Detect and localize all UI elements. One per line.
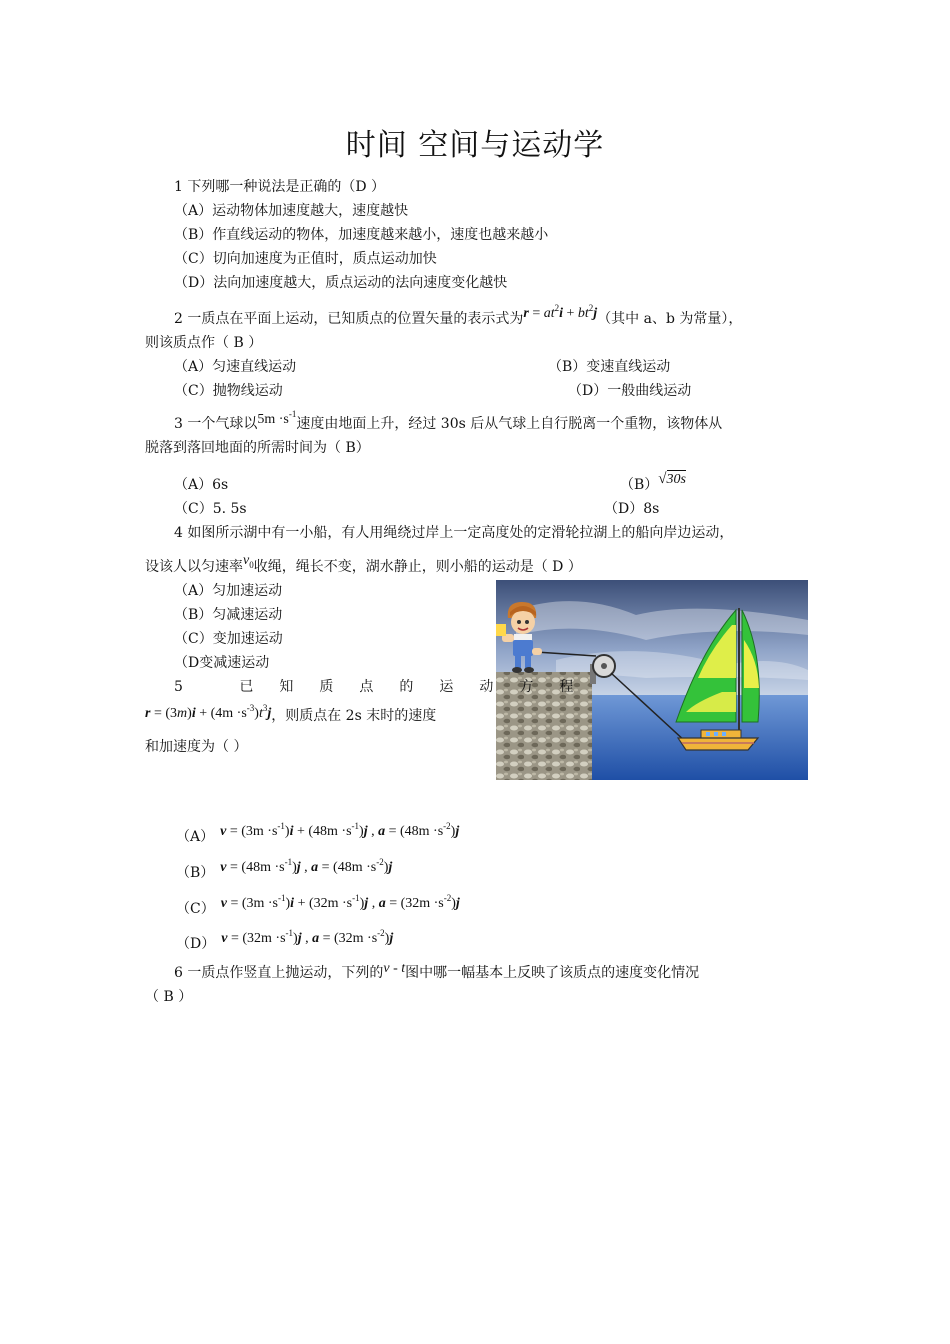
q4-stem-line2-pre: 设该人以匀速率 [145,559,243,575]
q2-option-a: （A）匀速直线运动 [174,359,297,375]
q6-stem-post: 图中哪一幅基本上反映了该质点的速度变化情况 [405,965,700,981]
q1-option-d: （D）法向加速度越大，质点运动的法向速度变化越快 [174,275,508,291]
q3-stem-line2: 脱落到落回地面的所需时间为（ B） [145,440,370,456]
q5-option-d: （D） $v = (32m \cdot s^{-1})j$ , $a = (32m \cdot s^{-2})j$ [176,928,394,952]
q2-option-c: （C）抛物线运动 [174,383,283,399]
q5-option-c-label: （C） [176,901,215,917]
q5-option-a-label: （A） [176,829,215,845]
q6-stem-line2: （ B ） [145,989,193,1005]
q4-option-b: （B）匀减速运动 [174,607,283,623]
q3-option-b-value: 30s [666,472,686,487]
q3-option-c: （C）5. 5s [174,501,247,517]
q4-v0: $v_0$ [243,553,254,570]
sqrt-icon: √ [658,471,667,487]
q6-stem [174,962,699,982]
q5-stem-line1: 5 已知质点的运动方程 [174,679,600,695]
q3-option-d: （D）8s [604,501,660,517]
boat-hull [678,738,758,750]
q4-option-d: （D变减速运动 [174,655,270,671]
q5-option-b: （B） $v = (48m \cdot s^{-1})j$ , $a = (48m \cdot s^{-2})j$ [176,857,393,881]
q5-motion-equation: $r = (3m)i + (4m \cdot s^{-3})t^3j$ [145,703,272,721]
q1-stem: 1 下列哪一种说法是正确的（D ） [174,179,386,195]
q2-option-d: （D）一般曲线运动 [568,383,692,399]
q4-stem-line1: 4 如图所示湖中有一小船，有人用绳绕过岸上一定高度处的定滑轮拉湖上的船向岸边运动， [174,525,734,541]
q3-speed: $5m \cdot s^{-1}$ [257,409,297,427]
q5-option-d-label: （D） [176,936,216,952]
q6-vt-symbol: v - t [383,961,406,976]
q1-option-b: （B）作直线运动的物体，加速度越来越小，速度也越来越小 [174,227,549,243]
q6-stem-pre: 6 一质点作竖直上抛运动，下列的 [174,965,384,981]
page-title: 时间 空间与运动学 [345,128,605,163]
q3-option-b [620,471,686,494]
q3-stem-pre: 3 一个气球以 [174,416,258,432]
q5-stem-line2 [145,705,436,725]
q4-option-c: （C）变加速运动 [174,631,283,647]
q3-stem-post: 速度由地面上升，经过 30s 后从气球上自行脱离一个重物，该物体从 [296,416,723,432]
q2-stem-line2: 则该质点作（ B ） [145,335,263,351]
q2-option-b: （B）变速直线运动 [548,359,671,375]
q5-option-b-label: （B） [176,865,215,881]
q4-stem-line2-post: 收绳，绳长不变，湖水静止，则小船的运动是（ D ） [253,559,582,575]
q5-stem-line2-post: ，则质点在 2s 末时的速度 [271,708,437,724]
q4-stem-line2 [145,553,582,577]
q5-option-c: （C） $v = (3m \cdot s^{-1})i + (32m \cdot s^{-1})j$ , $a = (32m \cdot s^{-2})j$ [176,893,460,917]
q5-stem-line3: 和加速度为（ ） [145,739,248,755]
q2-stem [174,303,743,328]
q2-position-vector-formula: $r = at^2i + bt^2j$ [523,303,598,321]
q1-option-a: （A）运动物体加速度越大，速度越快 [174,203,409,219]
q2-stem-pre: 2 一质点在平面上运动，已知质点的位置矢量的表示式为 [174,311,524,327]
q3-option-b-label: （B） [620,477,659,493]
q5-option-a: （A） $v = (3m \cdot s^{-1})i + (48m \cdot s^{-1})j$ , $a = (48m \cdot s^{-2})j$ [176,821,460,845]
q4-option-a: （A）匀加速运动 [174,583,283,599]
q3-option-a: （A）6s [174,477,229,493]
q1-option-c: （C）切向加速度为正值时，质点运动加快 [174,251,437,267]
q2-stem-post: （其中 a、b 为常量）， [597,311,743,327]
q3-stem [174,409,723,433]
